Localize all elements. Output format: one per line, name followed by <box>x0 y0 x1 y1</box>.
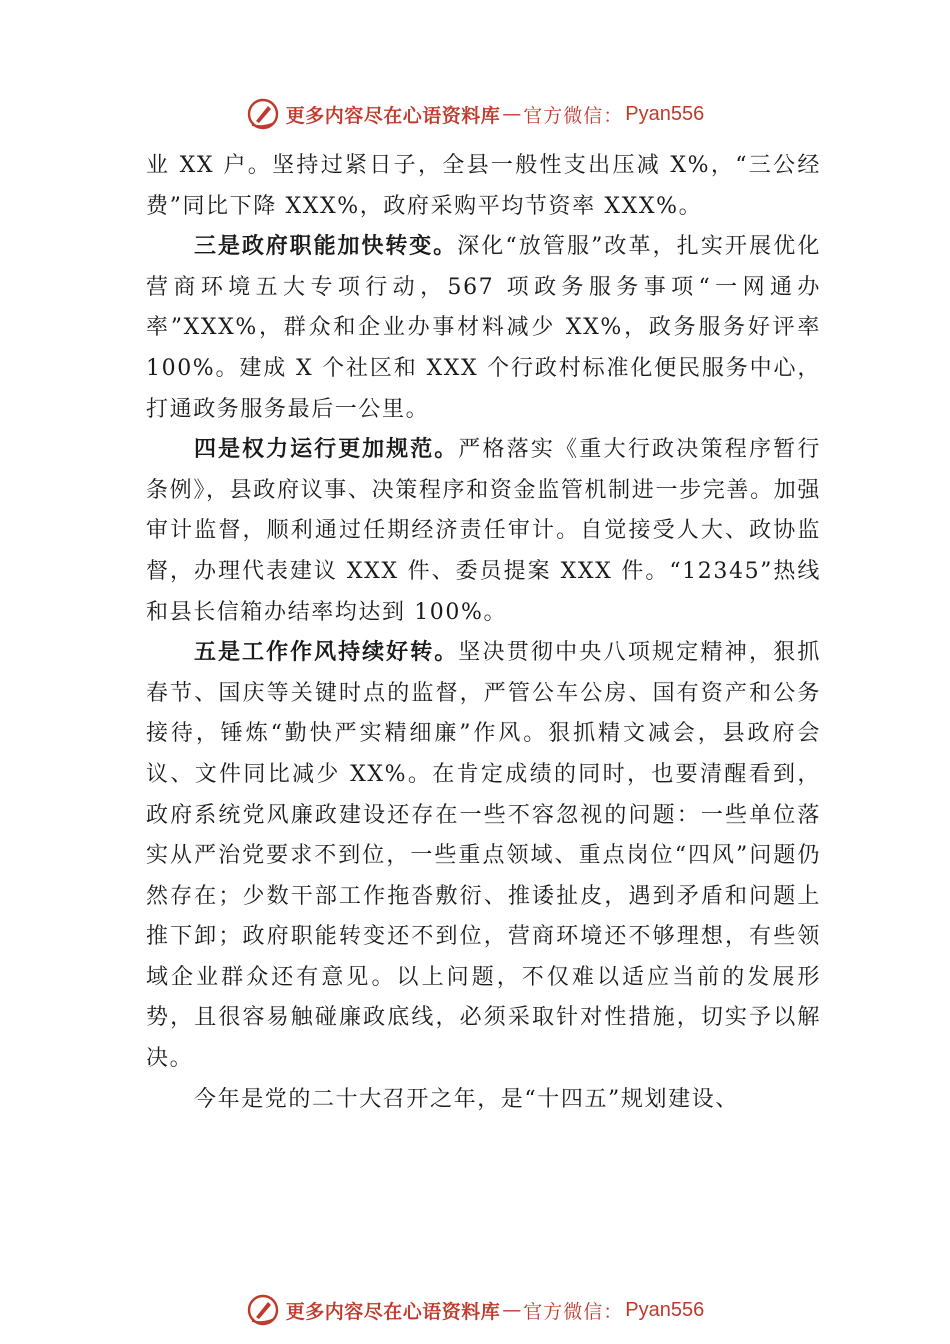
header-banner <box>0 94 950 134</box>
paragraph-3 <box>146 430 821 633</box>
banner-separator: — <box>502 1299 522 1321</box>
paragraph-2 <box>146 227 821 430</box>
paragraph-text: 深化“放管服”改革，扎实开展优化营商环境五大专项行动，567 项政务服务事项“一网通办率”XXX%，群众和企业办事材料减少 XX%，政务服务好评率 100%。建成 X 个社区和 XXX 个行政村标准化便民服务中心，打通政务服务最后一公里。 <box>146 234 821 422</box>
paragraph-lead: 五是工作作风持续好转。 <box>194 640 459 666</box>
banner-wechat-id: Pyan556 <box>625 1298 705 1321</box>
paragraph-text: 今年是党的二十大召开之年，是“十四五”规划建设、 <box>194 1086 739 1112</box>
paragraph-4 <box>146 633 821 1080</box>
pen-circle-logo-icon <box>246 97 280 131</box>
banner-official-label: 官方微信： <box>523 1300 624 1323</box>
paragraph-text: 业 XX 户。坚持过紧日子，全县一般性支出压减 X%，“三公经费”同比下降 XXX%，政府采购平均节资率 XXX%。 <box>146 153 821 219</box>
paragraph-5 <box>146 1080 821 1121</box>
banner-name: 更多内容尽在心语资料库 <box>285 1300 501 1323</box>
document-body <box>146 146 821 1120</box>
pen-circle-logo-icon <box>246 1293 280 1327</box>
paragraph-lead: 三是政府职能加快转变。 <box>194 234 458 260</box>
banner-wechat-id: Pyan556 <box>625 102 705 125</box>
paragraph-text: 严格落实《重大行政决策程序暂行条例》，县政府议事、决策程序和资金监管机制进一步完善。加强审计监督，顺利通过任期经济责任审计。自觉接受人大、政协监督，办理代表建议 XXX 件、委员提案 XXX 件。“12345”热线和县长信箱办结率均达到 100%。 <box>146 437 821 625</box>
banner-name: 更多内容尽在心语资料库 <box>285 104 501 127</box>
footer-banner <box>0 1290 950 1330</box>
banner-official-label: 官方微信： <box>523 104 624 127</box>
paragraph-1 <box>146 146 821 227</box>
paragraph-lead: 四是权力运行更加规范。 <box>194 437 459 463</box>
paragraph-text: 坚决贯彻中央八项规定精神，狠抓春节、国庆等关键时点的监督，严管公车公房、国有资产和公务接待，锤炼“勤快严实精细廉”作风。狠抓精文减会，县政府会议、文件同比减少 XX%。在肯定成绩的同时，也要清醒看到，政府系统党风廉政建设还存在一些不容忽视的问题：一些单位落实从严治党要求不到位，一些重点领域、重点岗位“四风”问题仍然存在；少数干部工作拖沓敷衍、推诿扯皮，遇到矛盾和问题上推下卸；政府职能转变还不到位，营商环境还不够理想，有些领域企业群众还有意见。以上问题，不仅难以适应当前的发展形势，且很容易触碰廉政底线，必须采取针对性措施，切实予以解决。 <box>146 640 821 1072</box>
banner-separator: — <box>502 103 522 125</box>
